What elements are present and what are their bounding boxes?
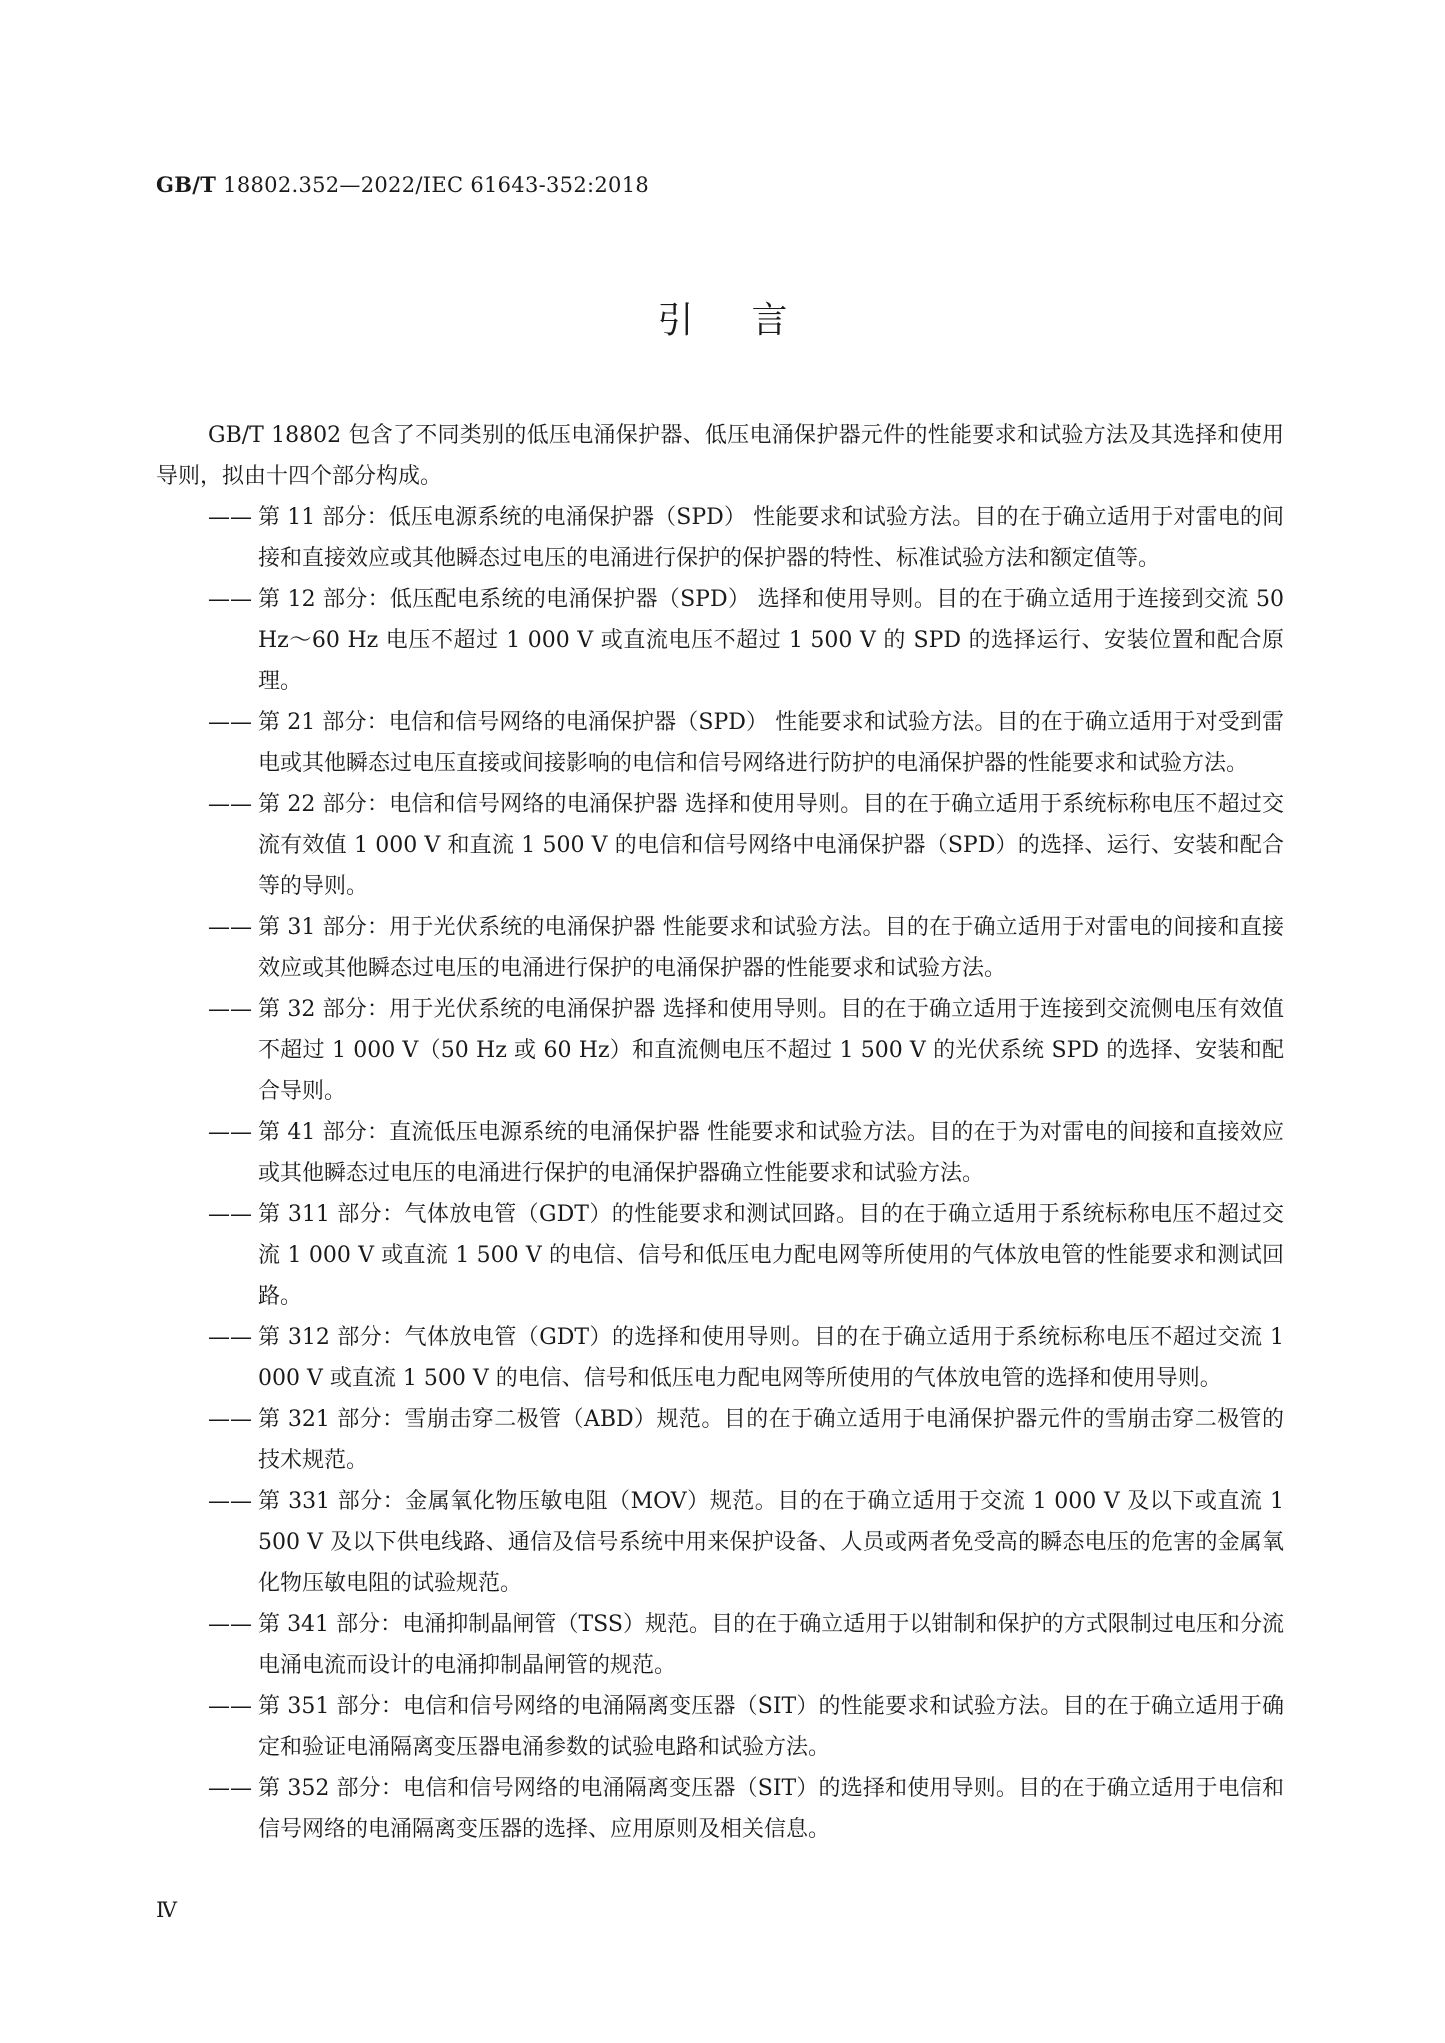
list-item <box>156 784 1284 907</box>
main-content <box>156 415 1284 1850</box>
dash-marker: —— <box>208 1120 252 1145</box>
dash-marker: —— <box>208 915 252 940</box>
list-item <box>156 989 1284 1112</box>
page-title: 引言 <box>657 300 846 341</box>
standard-number: 18802.352—2022/IEC 61643-352:2018 <box>223 173 650 197</box>
list-item-text: 第 11 部分：低压电源系统的电涌保护器（SPD） 性能要求和试验方法。目的在于确立适用于对雷电的间接和直接效应或其他瞬态过电压的电涌进行保护的保护器的特性、标准试验方法和额定值等。 <box>258 505 1284 571</box>
list-item-text: 第 351 部分：电信和信号网络的电涌隔离变压器（SIT）的性能要求和试验方法。目的在于确立适用于确定和验证电涌隔离变压器电涌参数的试验电路和试验方法。 <box>258 1694 1284 1760</box>
dash-marker: —— <box>208 1612 252 1637</box>
list-item <box>156 1768 1284 1850</box>
page-number: Ⅳ <box>156 1898 177 1922</box>
list-item-text: 第 312 部分：气体放电管（GDT）的选择和使用导则。目的在于确立适用于系统标称电压不超过交流 1 000 V 或直流 1 500 V 的电信、信号和低压电力配电网等所使用的气体放电管的选择和使用导则。 <box>258 1325 1284 1391</box>
parts-list <box>156 497 1284 1850</box>
list-item <box>156 1112 1284 1194</box>
list-item <box>156 1686 1284 1768</box>
list-item-text: 第 32 部分：用于光伏系统的电涌保护器 选择和使用导则。目的在于确立适用于连接到交流侧电压有效值不超过 1 000 V（50 Hz 或 60 Hz）和直流侧电压不超过 1 500 V 的光伏系统 SPD 的选择、安装和配合导则。 <box>258 997 1284 1104</box>
dash-marker: —— <box>208 710 252 735</box>
list-item-text: 第 31 部分：用于光伏系统的电涌保护器 性能要求和试验方法。目的在于确立适用于对雷电的间接和直接效应或其他瞬态过电压的电涌进行保护的电涌保护器的性能要求和试验方法。 <box>258 915 1284 981</box>
dash-marker: —— <box>208 505 252 530</box>
list-item <box>156 1317 1284 1399</box>
list-item <box>156 1604 1284 1686</box>
dash-marker: —— <box>208 1776 252 1801</box>
list-item <box>156 1194 1284 1317</box>
list-item <box>156 1481 1284 1604</box>
list-item-text: 第 352 部分：电信和信号网络的电涌隔离变压器（SIT）的选择和使用导则。目的在于确立适用于电信和信号网络的电涌隔离变压器的选择、应用原则及相关信息。 <box>258 1776 1284 1842</box>
list-item <box>156 1399 1284 1481</box>
list-item-text: 第 41 部分：直流低压电源系统的电涌保护器 性能要求和试验方法。目的在于为对雷电的间接和直接效应或其他瞬态过电压的电涌进行保护的电涌保护器确立性能要求和试验方法。 <box>258 1120 1284 1186</box>
dash-marker: —— <box>208 1407 252 1432</box>
list-item-text: 第 331 部分：金属氧化物压敏电阻（MOV）规范。目的在于确立适用于交流 1 000 V 及以下或直流 1 500 V 及以下供电线路、通信及信号系统中用来保护设备、人员或两者免受高的瞬态电压的危害的金属氧化物压敏电阻的试验规范。 <box>258 1489 1284 1596</box>
dash-marker: —— <box>208 997 252 1022</box>
list-item-text: 第 22 部分：电信和信号网络的电涌保护器 选择和使用导则。目的在于确立适用于系统标称电压不超过交流有效值 1 000 V 和直流 1 500 V 的电信和信号网络中电涌保护器（SPD）的选择、运行、安装和配合等的导则。 <box>258 792 1284 899</box>
list-item <box>156 702 1284 784</box>
list-item-text: 第 21 部分：电信和信号网络的电涌保护器（SPD） 性能要求和试验方法。目的在于确立适用于对受到雷电或其他瞬态过电压直接或间接影响的电信和信号网络进行防护的电涌保护器的性能要求和试验方法。 <box>258 710 1284 776</box>
list-item-text: 第 341 部分：电涌抑制晶闸管（TSS）规范。目的在于确立适用于以钳制和保护的方式限制过电压和分流电涌电流而设计的电涌抑制晶闸管的规范。 <box>258 1612 1284 1678</box>
standard-code: GB/T <box>156 172 217 197</box>
dash-marker: —— <box>208 1694 252 1719</box>
dash-marker: —— <box>208 1325 252 1350</box>
intro-paragraph: GB/T 18802 包含了不同类别的低压电涌保护器、低压电涌保护器元件的性能要求和试验方法及其选择和使用导则，拟由十四个部分构成。 <box>156 423 1284 489</box>
dash-marker: —— <box>208 587 252 612</box>
list-item-text: 第 321 部分：雪崩击穿二极管（ABD）规范。目的在于确立适用于电涌保护器元件的雪崩击穿二极管的技术规范。 <box>258 1407 1284 1473</box>
dash-marker: —— <box>208 1202 252 1227</box>
document-header <box>156 172 649 197</box>
list-item <box>156 907 1284 989</box>
list-item-text: 第 12 部分：低压配电系统的电涌保护器（SPD） 选择和使用导则。目的在于确立适用于连接到交流 50 Hz～60 Hz 电压不超过 1 000 V 或直流电压不超过 1 500 V 的 SPD 的选择运行、安装位置和配合原理。 <box>258 587 1284 694</box>
list-item <box>156 497 1284 579</box>
dash-marker: —— <box>208 792 252 817</box>
list-item <box>156 579 1284 702</box>
dash-marker: —— <box>208 1489 252 1514</box>
list-item-text: 第 311 部分：气体放电管（GDT）的性能要求和测试回路。目的在于确立适用于系统标称电压不超过交流 1 000 V 或直流 1 500 V 的电信、信号和低压电力配电网等所使用的气体放电管的性能要求和测试回路。 <box>258 1202 1284 1309</box>
